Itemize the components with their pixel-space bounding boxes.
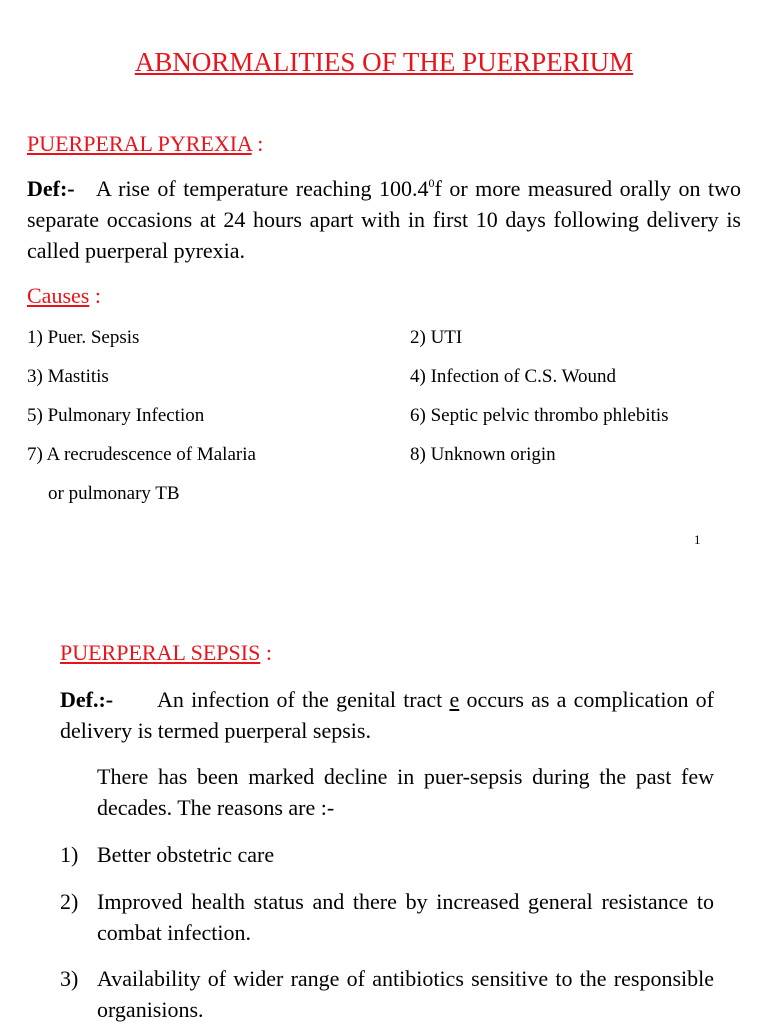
heading-text: PUERPERAL SEPSIS	[60, 640, 261, 665]
cause-continuation: or pulmonary TB	[48, 483, 180, 504]
cause-item: 5) Pulmonary Infection	[27, 405, 205, 426]
section-heading-sepsis	[60, 639, 272, 667]
def-label: Def:-	[27, 176, 75, 201]
cause-item: 3) Mastitis	[27, 366, 109, 387]
def-text-a: A rise of temperature reaching 100.4	[95, 176, 429, 201]
cause-item: 1) Puer. Sepsis	[27, 327, 140, 348]
heading-text: PUERPERAL PYREXIA	[27, 131, 252, 156]
list-text: Availability of wider range of antibiotics sensitive to the responsible organisions.	[97, 966, 714, 1022]
page-number: 1	[694, 532, 701, 547]
with-symbol: e	[449, 687, 460, 712]
sepsis-definition	[60, 684, 714, 746]
list-number: 3)	[60, 966, 79, 991]
list-number: 2)	[60, 889, 79, 914]
causes-heading	[27, 282, 101, 310]
document-title: ABNORMALITIES OF THE PUERPERIUM	[134, 47, 634, 77]
section-heading-pyrexia	[27, 130, 263, 158]
list-text: Better obstetric care	[97, 842, 275, 867]
cause-item: 6) Septic pelvic thrombo phlebitis	[410, 405, 669, 426]
list-item	[60, 886, 714, 948]
def-text-b: f or more measured orally on two separate occasions at 24 hours apart with in first 10 days following delivery is called puerperal pyrexia.	[27, 176, 741, 263]
causes-label: Causes	[27, 283, 90, 308]
cause-item: 8) Unknown origin	[410, 444, 556, 465]
decline-paragraph: There has been marked decline in puer-sepsis during the past few decades. The reasons are :-	[97, 764, 714, 820]
list-item	[60, 963, 714, 1025]
cause-item: 2) UTI	[410, 327, 463, 348]
list-item	[60, 839, 714, 870]
list-number: 1)	[60, 842, 79, 867]
def-label: Def.:-	[60, 687, 114, 712]
heading-colon: :	[251, 131, 264, 156]
list-text: Improved health status and there by increased general resistance to combat infection.	[97, 889, 714, 945]
heading-colon: :	[260, 640, 272, 665]
def-text-a: An infection of the genital tract	[157, 687, 450, 712]
cause-item: 4) Infection of C.S. Wound	[410, 366, 617, 387]
causes-colon: :	[89, 283, 101, 308]
def-text-b: occurs as a complication of delivery is termed puerperal sepsis.	[60, 687, 714, 743]
cause-item: 7) A recrudescence of Malaria	[27, 444, 256, 465]
pyrexia-definition	[27, 173, 741, 266]
degree-superscript: 0	[428, 176, 435, 190]
